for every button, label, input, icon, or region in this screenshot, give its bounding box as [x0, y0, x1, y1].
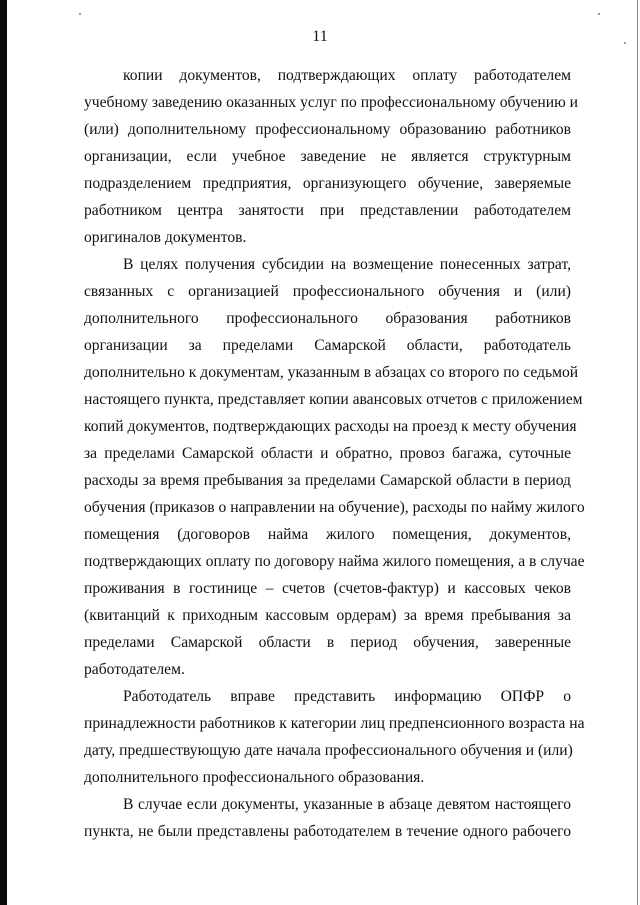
paragraph-4 — [84, 791, 571, 845]
text-line: подразделением предприятия, организующего обучение, заверяемые — [84, 175, 571, 192]
text-line: обучения (приказов о направлении на обучение), расходы по найму жилого — [84, 499, 585, 516]
page-number: 11 — [312, 28, 328, 45]
text-line: принадлежности работников к категории лиц предпенсионного возраста на — [84, 715, 585, 732]
text-line: копии документов, подтверждающих оплату работодателем — [123, 67, 571, 84]
text-line: пределами Самарской области в период обучения, заверенные — [84, 634, 571, 651]
paragraph-3 — [84, 683, 585, 791]
text-line: дополнительно к документам, указанным в абзацах со второго по седьмой — [84, 364, 579, 381]
scan-edge-right — [637, 0, 638, 905]
scan-speck — [598, 13, 600, 15]
text-line: организации за пределами Самарской области, работодатель — [84, 337, 571, 354]
text-line: работником центра занятости при представлении работодателем — [84, 202, 571, 219]
text-line: дату, предшествующую дате начала профессионального обучения и (или) — [84, 742, 573, 759]
text-line: Работодатель вправе представить информацию ОПФР о — [123, 688, 571, 705]
text-line: В случае если документы, указанные в абзаце девятом настоящего — [123, 796, 571, 813]
text-line: расходы за время пребывания за пределами Самарской области в период — [84, 472, 571, 489]
text-line: за пределами Самарской области и обратно, провоз багажа, суточные — [84, 445, 571, 462]
text-line: дополнительного профессионального образования работников — [84, 310, 571, 327]
text-line: связанных с организацией профессионального обучения и (или) — [84, 283, 571, 300]
text-line: В целях получения субсидии на возмещение понесенных затрат, — [123, 256, 571, 273]
text-line: (или) дополнительному профессиональному образованию работников — [84, 121, 571, 138]
text-line: проживания в гостинице – счетов (счетов-фактур) и кассовых чеков — [84, 580, 571, 597]
text-line: пункта, не были представлены работодателем в течение одного рабочего — [84, 823, 571, 840]
text-line: подтверждающих оплату по договору найма жилого помещения, а в случае — [84, 553, 585, 570]
scan-edge-left — [0, 0, 7, 905]
text-line: (квитанций к приходным кассовым ордерам) за время пребывания за — [84, 607, 571, 624]
paragraph-2 — [84, 251, 585, 683]
document-body — [84, 62, 585, 845]
scan-speck — [79, 13, 81, 15]
paragraph-1 — [84, 62, 579, 251]
text-line: организации, если учебное заведение не является структурным — [84, 148, 571, 165]
text-line: дополнительного профессионального образования. — [84, 769, 425, 786]
text-line: работодателем. — [84, 661, 185, 678]
text-line: учебному заведению оказанных услуг по профессиональному обучению и — [84, 94, 579, 111]
text-line: копий документов, подтверждающих расходы на проезд к месту обучения — [84, 418, 577, 435]
text-line: помещения (договоров найма жилого помещения, документов, — [84, 526, 571, 543]
text-line: настоящего пункта, представляет копии авансовых отчетов с приложением — [84, 391, 583, 408]
text-line: оригиналов документов. — [84, 229, 247, 246]
